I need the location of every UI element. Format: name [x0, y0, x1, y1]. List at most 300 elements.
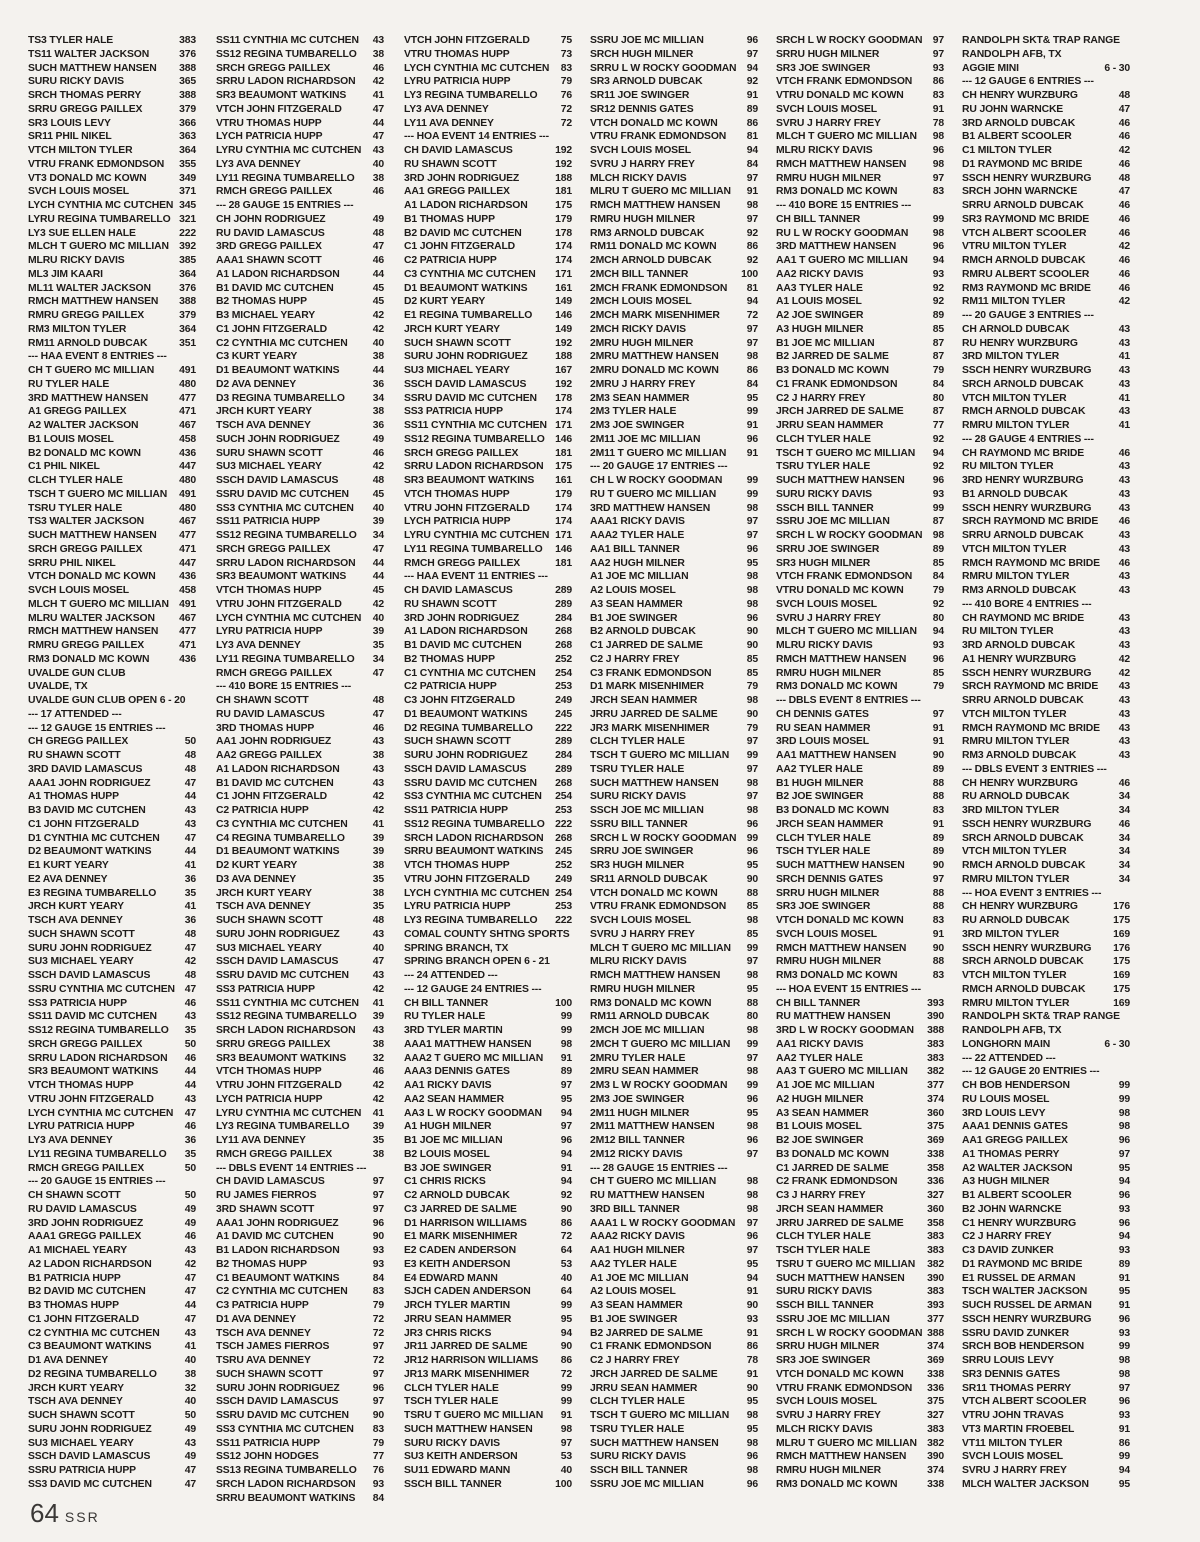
result-score: 94	[932, 447, 944, 459]
result-score: 94	[932, 255, 944, 266]
result-score: 175	[1113, 983, 1130, 995]
result-text: RMRU MILTON TYLER	[962, 420, 1070, 431]
result-line	[962, 653, 1132, 667]
result-text: SRRU HUGH MILNER	[776, 887, 880, 899]
result-text: B2 JOE SWINGER	[776, 791, 864, 803]
result-line	[216, 1423, 386, 1437]
result-score: 86	[746, 241, 758, 253]
result-score: 72	[372, 1313, 384, 1325]
result-score: 369	[927, 1135, 944, 1146]
result-line	[590, 639, 760, 653]
result-score: 97	[932, 172, 944, 184]
result-text: TSCH AVA DENNEY	[216, 901, 311, 913]
result-line	[404, 1395, 574, 1409]
result-text: 3RD MILTON TYLER	[962, 805, 1060, 816]
result-line	[776, 1437, 946, 1451]
result-line	[28, 1230, 198, 1244]
result-line	[404, 488, 574, 502]
result-text: D1 CYNTHIA MC CUTCHEN	[28, 832, 160, 844]
result-score: 49	[184, 1203, 196, 1215]
result-text: SS3 CYNTHIA MC CUTCHEN	[404, 791, 542, 803]
result-score: 46	[1118, 200, 1130, 211]
result-line	[404, 1327, 574, 1341]
result-line	[590, 488, 760, 502]
result-score: 32	[372, 1052, 384, 1064]
result-text: B2 DAVID MC CUTCHEN	[28, 1286, 146, 1298]
result-text: SVCH LOUIS MOSEL	[590, 145, 691, 156]
result-text: C2 PATRICIA HUPP	[404, 255, 497, 266]
result-score: 97	[932, 35, 944, 46]
result-score: 289	[555, 736, 572, 748]
result-score: 78	[932, 117, 944, 129]
result-score: 97	[746, 736, 758, 748]
result-score: 97	[746, 323, 758, 335]
result-score: 42	[372, 983, 384, 995]
result-line	[962, 323, 1132, 337]
result-line	[404, 1437, 574, 1451]
result-text: SRCH BOB HENDERSON	[962, 1341, 1084, 1353]
result-line	[404, 1409, 574, 1423]
result-line	[28, 969, 198, 983]
result-line	[28, 1395, 198, 1409]
result-score: 491	[179, 488, 196, 500]
result-text: MLRU T GUERO MC MILLIAN	[590, 186, 731, 198]
result-text: 2M3 L W ROCKY GOODMAN	[590, 1080, 728, 1091]
result-text: RU MATTHEW HANSEN	[776, 1011, 891, 1023]
result-line	[404, 1203, 574, 1217]
result-text: SSRU JOE MC MILLIAN	[590, 35, 704, 46]
result-text: AA2 GREGG PAILLEX	[216, 750, 322, 761]
result-line	[776, 1354, 946, 1368]
result-text: SRCH ARNOLD DUBCAK	[962, 832, 1084, 844]
result-score: 85	[932, 323, 944, 335]
result-text: B1 DAVID MC CUTCHEN	[404, 640, 522, 651]
result-score: 90	[746, 1300, 758, 1311]
result-score: 176	[1113, 901, 1130, 913]
result-score: 50	[184, 1410, 196, 1421]
result-text: B1 JOE MC MILLIAN	[776, 337, 875, 349]
result-line	[216, 612, 386, 626]
result-line	[776, 227, 946, 241]
result-text: SR3 BEAUMONT WATKINS	[216, 90, 347, 101]
result-score: 179	[555, 213, 572, 225]
result-line	[962, 859, 1132, 873]
result-line	[404, 227, 574, 241]
result-line	[962, 1120, 1132, 1134]
result-line	[404, 130, 574, 144]
result-line	[216, 722, 386, 736]
result-score: 392	[179, 241, 196, 253]
result-score: 99	[746, 406, 758, 418]
result-score: 77	[932, 420, 944, 431]
result-score: 289	[555, 585, 572, 596]
result-line	[776, 1052, 946, 1066]
result-line	[962, 1038, 1132, 1052]
result-line	[28, 419, 198, 433]
result-line	[590, 1093, 760, 1107]
result-text: 2M11 T GUERO MC MILLIAN	[590, 447, 727, 459]
result-text: SRCH LADON RICHARDSON	[216, 1478, 356, 1490]
result-text: C3 BEAUMONT WATKINS	[28, 1341, 152, 1353]
result-line	[776, 735, 946, 749]
result-score: 89	[560, 1066, 572, 1078]
result-score: 96	[932, 653, 944, 665]
result-line	[28, 653, 198, 667]
result-text: SSCH DAVID LAMASCUS	[404, 378, 527, 390]
result-text: SSRU DAVID MC CUTCHEN	[404, 392, 537, 404]
result-text: C1 HENRY WURZBURG	[962, 1217, 1077, 1229]
result-line	[590, 790, 760, 804]
result-text: 2M11 HUGH MILNER	[590, 1107, 690, 1119]
result-line	[216, 405, 386, 419]
result-score: 35	[184, 1025, 196, 1036]
result-text: 2MRU MATTHEW HANSEN	[590, 351, 719, 363]
result-score: 89	[932, 543, 944, 555]
result-text: JRCH KURT YEARY	[28, 1382, 124, 1394]
result-score: 42	[372, 805, 384, 816]
result-score: 97	[746, 956, 758, 968]
result-text: SSCH BILL TANNER	[776, 1300, 874, 1311]
result-text: 2MCH RICKY DAVIS	[590, 323, 686, 335]
result-score: 38	[372, 351, 384, 363]
result-text: D2 KURT YEARY	[404, 296, 486, 308]
result-score: 34	[372, 653, 384, 665]
result-text: VTCH JOHN FITZGERALD	[216, 103, 342, 115]
result-score: 175	[1113, 956, 1130, 968]
result-text: TSRU TYLER HALE	[590, 1423, 685, 1435]
result-line	[776, 749, 946, 763]
result-score: 366	[179, 117, 196, 129]
result-score: 41	[372, 818, 384, 830]
result-score: 35	[372, 640, 384, 651]
result-line	[404, 1299, 574, 1313]
result-line	[28, 515, 198, 529]
result-score: 46	[372, 62, 384, 74]
result-score: 99	[1118, 1080, 1130, 1091]
result-text: A1 LADON RICHARDSON	[216, 268, 340, 280]
result-text: SUCH SHAWN SCOTT	[28, 1410, 135, 1421]
result-score: 42	[1118, 241, 1130, 253]
result-score: 93	[1118, 1203, 1130, 1215]
result-text: SUCH MATTHEW HANSEN	[590, 777, 719, 789]
result-line	[962, 832, 1132, 846]
result-score: 88	[932, 791, 944, 803]
result-text: SUCH SHAWN SCOTT	[404, 736, 511, 748]
result-text: SRRU PHIL NIKEL	[28, 557, 116, 569]
result-score: 88	[746, 997, 758, 1009]
result-line	[404, 873, 574, 887]
result-score: 79	[746, 681, 758, 693]
result-text: A1 LADON RICHARDSON	[404, 626, 528, 638]
result-line	[590, 295, 760, 309]
result-text: SRCH ARNOLD DUBCAK	[962, 956, 1084, 968]
result-score: 253	[555, 805, 572, 816]
result-text: 3RD MILTON TYLER	[962, 928, 1060, 940]
result-line	[404, 474, 574, 488]
result-line	[962, 117, 1132, 131]
result-line	[962, 694, 1132, 708]
result-text: SR11 THOMAS PERRY	[962, 1382, 1072, 1394]
result-score: 83	[932, 970, 944, 981]
result-score: 35	[184, 887, 196, 899]
result-score: 94	[746, 1272, 758, 1284]
result-line	[404, 667, 574, 681]
result-line	[216, 227, 386, 241]
result-line	[216, 680, 386, 694]
result-score: 97	[372, 1396, 384, 1408]
result-line	[28, 350, 198, 364]
result-line	[776, 158, 946, 172]
result-score: 284	[555, 612, 572, 624]
result-score: 96	[1118, 1190, 1130, 1201]
result-line	[28, 680, 198, 694]
result-text: SUCH MATTHEW HANSEN	[590, 1437, 719, 1449]
result-text: SUCH MATTHEW HANSEN	[776, 475, 905, 486]
result-text: VTCH THOMAS HUPP	[216, 1066, 322, 1078]
result-line	[28, 295, 198, 309]
result-line	[216, 48, 386, 62]
result-line	[590, 199, 760, 213]
result-score: 43	[372, 763, 384, 775]
result-score: 93	[932, 268, 944, 280]
result-text: 3RD MILTON TYLER	[962, 351, 1060, 363]
result-text: C1 JOHN FITZGERALD	[216, 791, 328, 803]
result-score: 43	[372, 736, 384, 748]
result-score: 374	[927, 1093, 944, 1105]
result-score: 81	[746, 131, 758, 143]
result-line	[28, 1148, 198, 1162]
result-line	[216, 1382, 386, 1396]
result-text: RU DAVID LAMASCUS	[216, 227, 325, 239]
result-text: JR11 JARRED DE SALME	[404, 1341, 528, 1353]
result-line	[776, 570, 946, 584]
result-text: D2 KURT YEARY	[216, 860, 298, 871]
result-text: --- HOA EVENT 14 ENTRIES ---	[404, 131, 549, 143]
result-score: 98	[932, 227, 944, 239]
result-score: 72	[560, 1368, 572, 1380]
result-score: 477	[179, 392, 196, 404]
result-line	[404, 433, 574, 447]
result-line	[28, 543, 198, 557]
result-line	[28, 1189, 198, 1203]
result-score: 40	[560, 1272, 572, 1284]
result-line	[776, 48, 946, 62]
result-line	[28, 1079, 198, 1093]
result-score: 436	[179, 571, 196, 583]
result-line	[590, 1244, 760, 1258]
result-text: VTCH DONALD MC KOWN	[28, 571, 156, 583]
result-text: D1 BEAUMONT WATKINS	[404, 708, 528, 720]
result-text: C4 REGINA TUMBARELLO	[216, 832, 345, 844]
result-line	[404, 158, 574, 172]
result-score: 43	[1118, 571, 1130, 583]
result-line	[962, 1230, 1132, 1244]
result-score: 97	[932, 708, 944, 720]
result-text: AA1 HUGH MILNER	[590, 1245, 685, 1256]
result-line	[590, 1065, 760, 1079]
result-text: RMCH ARNOLD DUBCAK	[962, 406, 1086, 418]
result-line	[962, 392, 1132, 406]
result-score: 42	[372, 1093, 384, 1105]
result-score: 96	[1118, 1135, 1130, 1146]
result-text: LYCH PATRICIA HUPP	[216, 1093, 323, 1105]
result-text: MLRU RICKY DAVIS	[590, 956, 687, 968]
result-line	[404, 543, 574, 557]
result-score: 254	[555, 791, 572, 803]
result-text: A1 JOE MC MILLIAN	[590, 1272, 689, 1284]
result-line	[776, 1162, 946, 1176]
result-text: SS12 REGINA TUMBARELLO	[216, 1011, 357, 1023]
result-text: 2MRU SEAN HAMMER	[590, 1066, 699, 1078]
result-text: SS11 DAVID MC CUTCHEN	[28, 1011, 157, 1023]
result-line	[404, 1464, 574, 1478]
result-line	[962, 502, 1132, 516]
result-line	[776, 1038, 946, 1052]
result-line	[590, 818, 760, 832]
result-score: 79	[932, 365, 944, 376]
result-score: 161	[555, 475, 572, 486]
result-line	[404, 378, 574, 392]
result-line	[962, 158, 1132, 172]
result-line	[962, 557, 1132, 571]
result-line	[404, 735, 574, 749]
result-line	[28, 804, 198, 818]
result-line	[216, 1368, 386, 1382]
result-line	[404, 1010, 574, 1024]
result-text: RM3 DONALD MC KOWN	[28, 653, 150, 665]
result-line	[28, 928, 198, 942]
result-text: RU SHAWN SCOTT	[404, 158, 497, 170]
result-line	[216, 62, 386, 76]
result-text: CH ARNOLD DUBCAK	[962, 323, 1070, 335]
result-text: RU MILTON TYLER	[962, 461, 1054, 473]
result-text: VTRU FRANK EDMONDSON	[776, 1382, 913, 1394]
result-line	[216, 1175, 386, 1189]
result-line	[404, 213, 574, 227]
result-text: AAA3 DENNIS GATES	[404, 1066, 510, 1078]
result-line	[962, 295, 1132, 309]
result-line	[590, 1052, 760, 1066]
result-text: LYRU CYNTHIA MC CUTCHEN	[216, 145, 362, 156]
result-score: 77	[372, 1451, 384, 1463]
result-text: VTCH DONALD MC KOWN	[590, 887, 718, 899]
result-text: LYRU PATRICIA HUPP	[404, 901, 511, 913]
result-score: 364	[179, 145, 196, 156]
result-line	[590, 268, 760, 282]
result-line	[216, 282, 386, 296]
result-line	[590, 405, 760, 419]
result-score: 47	[184, 777, 196, 789]
result-text: C1 FRANK EDMONDSON	[590, 1341, 712, 1353]
result-text: AA3 L W ROCKY GOODMAN	[404, 1107, 542, 1119]
result-score: 382	[927, 1258, 944, 1270]
result-text: SSRU DAVID MC CUTCHEN	[216, 488, 349, 500]
result-line	[962, 515, 1132, 529]
result-text: SRCH LADON RICHARDSON	[404, 832, 544, 844]
result-line	[404, 887, 574, 901]
result-score: 94	[560, 1148, 572, 1160]
result-text: B1 THOMAS HUPP	[404, 213, 495, 225]
result-score: 91	[1118, 1272, 1130, 1284]
result-line	[962, 1313, 1132, 1327]
result-text: RM3 ARNOLD DUBCAK	[962, 750, 1077, 761]
result-text: JRRU SEAN HAMMER	[404, 1313, 512, 1325]
result-line	[590, 832, 760, 846]
result-score: 48	[184, 750, 196, 761]
result-text: TSCH TYLER HALE	[404, 1396, 499, 1408]
result-score: 253	[555, 681, 572, 693]
result-text: SS12 REGINA TUMBARELLO	[216, 530, 357, 541]
result-text: SSRU PATRICIA HUPP	[28, 1465, 136, 1476]
result-score: 83	[372, 1423, 384, 1435]
result-text: AGGIE MINI	[962, 62, 1019, 74]
result-text: AAA1 RICKY DAVIS	[590, 516, 685, 528]
result-text: 3RD MATTHEW HANSEN	[590, 502, 711, 514]
result-score: 358	[927, 1217, 944, 1229]
result-line	[28, 309, 198, 323]
result-text: JRCH KURT YEARY	[216, 887, 312, 899]
result-text: C3 JARRED DE SALME	[404, 1203, 517, 1215]
result-score: 43	[1118, 681, 1130, 693]
result-score: 79	[746, 722, 758, 734]
result-text: JRCH SEAN HAMMER	[776, 1203, 884, 1215]
result-line	[962, 722, 1132, 736]
result-score: 100	[555, 1478, 572, 1490]
result-text: CLCH TYLER HALE	[590, 736, 685, 748]
result-text: SUCH MATTHEW HANSEN	[28, 530, 157, 541]
result-score: 43	[1118, 708, 1130, 720]
result-text: A1 MICHAEL YEARY	[28, 1245, 128, 1256]
result-line	[776, 460, 946, 474]
result-score: 91	[746, 1286, 758, 1298]
result-text: SSCH HENRY WURZBURG	[962, 502, 1092, 514]
result-text: AA3 TYLER HALE	[776, 282, 863, 294]
result-score: 338	[927, 1368, 944, 1380]
result-text: AAA1 GREGG PAILLEX	[28, 1231, 142, 1243]
result-score: 34	[1118, 860, 1130, 871]
result-score: 93	[1118, 1327, 1130, 1339]
result-text: VTRU JOHN FITZGERALD	[404, 873, 530, 885]
result-line	[216, 625, 386, 639]
result-text: VTRU JOHN FITZGERALD	[28, 1093, 154, 1105]
result-text: VTCH MILTON TYLER	[962, 543, 1067, 555]
result-score: 98	[746, 1176, 758, 1188]
result-text: SS11 CYNTHIA MC CUTCHEN	[216, 997, 359, 1009]
result-score: 393	[927, 997, 944, 1009]
result-score: 93	[1118, 1245, 1130, 1256]
result-text: 3RD MATTHEW HANSEN	[776, 241, 897, 253]
result-text: B1 LOUIS MOSEL	[28, 433, 114, 445]
result-score: 73	[560, 48, 572, 60]
result-line	[590, 1354, 760, 1368]
result-line	[404, 282, 574, 296]
result-text: SS12 JOHN HODGES	[216, 1451, 319, 1463]
result-text: RMCH ARNOLD DUBCAK	[962, 983, 1086, 995]
result-line	[962, 130, 1132, 144]
result-score: 6 - 30	[1104, 62, 1130, 74]
result-line	[776, 667, 946, 681]
result-line	[590, 117, 760, 131]
result-text: CH HENRY WURZBURG	[962, 90, 1078, 101]
result-text: SSRU DAVID MC CUTCHEN	[404, 777, 537, 789]
result-text: B1 LADON RICHARDSON	[216, 1245, 340, 1256]
result-text: CH L W ROCKY GOODMAN	[590, 475, 723, 486]
result-score: 90	[560, 1341, 572, 1353]
result-score: 47	[184, 1465, 196, 1476]
result-text: SS3 DAVID MC CUTCHEN	[28, 1478, 152, 1490]
result-score: 179	[555, 488, 572, 500]
result-line	[962, 103, 1132, 117]
